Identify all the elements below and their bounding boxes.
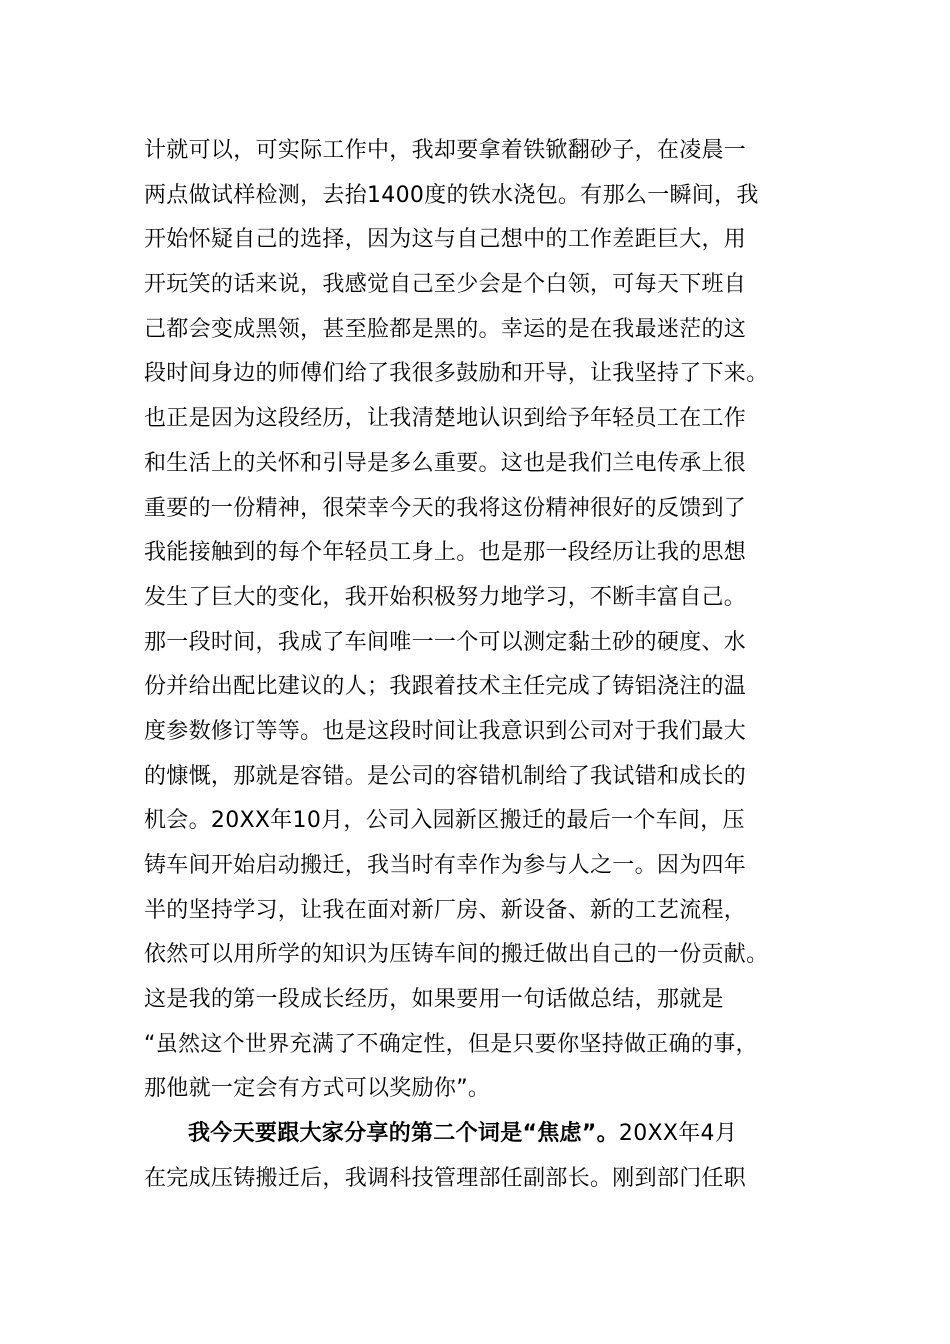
text-line: 段时间身边的师傅们给了我很多鼓励和开导，让我坚持了下来。 [144,361,769,387]
text-line: 的慷慨，那就是容错。是公司的容错机制给了我试错和成长的 [144,763,747,789]
text-line: 那他就一定会有方式可以奖励你”。 [144,1076,491,1102]
paragraph-2-bold-lead: 我今天要跟大家分享的第二个词是“焦虑”。 [188,1121,619,1147]
text-line: 依然可以用所学的知识为压铸车间的搬迁做出自己的一份贡献。 [144,942,769,968]
paragraph-2-first-line [144,1112,824,1157]
text-line: 重要的一份精神，很荣幸今天的我将这份精神很好的反馈到了 [144,495,747,521]
text-line: 两点做试样检测，去抬1400度的铁水浇包。有那么一瞬间，我 [144,182,759,208]
text-line: 开始怀疑自己的选择，因为这与自己想中的工作差距巨大，用 [144,227,747,253]
text-line: 度参数修订等等。也是这段时间让我意识到公司对于我们最大 [144,718,747,744]
text-line: 己都会变成黑领，甚至脸都是黑的。幸运的是在我最迷茫的这 [144,316,747,342]
text-line: 发生了巨大的变化，我开始积极努力地学习，不断丰富自己。 [144,584,747,610]
text-line: 在完成压铸搬迁后，我调科技管理部任副部长。刚到部门任职 [144,1165,747,1191]
text-line: 半的坚持学习，让我在面对新厂房、新设备、新的工艺流程， [144,897,747,923]
text-line: 计就可以，可实际工作中，我却要拿着铁锨翻砂子，在凌晨一 [144,138,747,163]
body-text [144,129,824,1202]
text-line: 这是我的第一段成长经历，如果要用一句话做总结，那就是 [144,987,724,1013]
text-line: 也正是因为这段经历，让我清楚地认识到给予年轻员工在工作 [144,406,747,432]
text-line: 和生活上的关怀和引导是多么重要。这也是我们兰电传承上很 [144,450,747,476]
text-line: 份并给出配比建议的人；我跟着技术主任完成了铸铝浇注的温 [144,674,747,700]
text-line: 铸车间开始启动搬迁，我当时有幸作为参与人之一。因为四年 [144,853,747,878]
paragraph-2-line-rest: 20XX年4月 [618,1121,738,1147]
text-line: 机会。20XX年10月，公司入园新区搬迁的最后一个车间，压 [144,808,745,834]
text-line: 那一段时间，我成了车间唯一一个可以测定黏土砂的硬度、水 [144,629,747,655]
text-line: 开玩笑的话来说，我感觉自己至少会是个白领，可每天下班自 [144,272,747,298]
text-line: 我能接触到的每个年轻员工身上。也是那一段经历让我的思想 [144,540,747,566]
text-line: “虽然这个世界充满了不确定性，但是只要你坚持做正确的事， [144,1031,758,1057]
